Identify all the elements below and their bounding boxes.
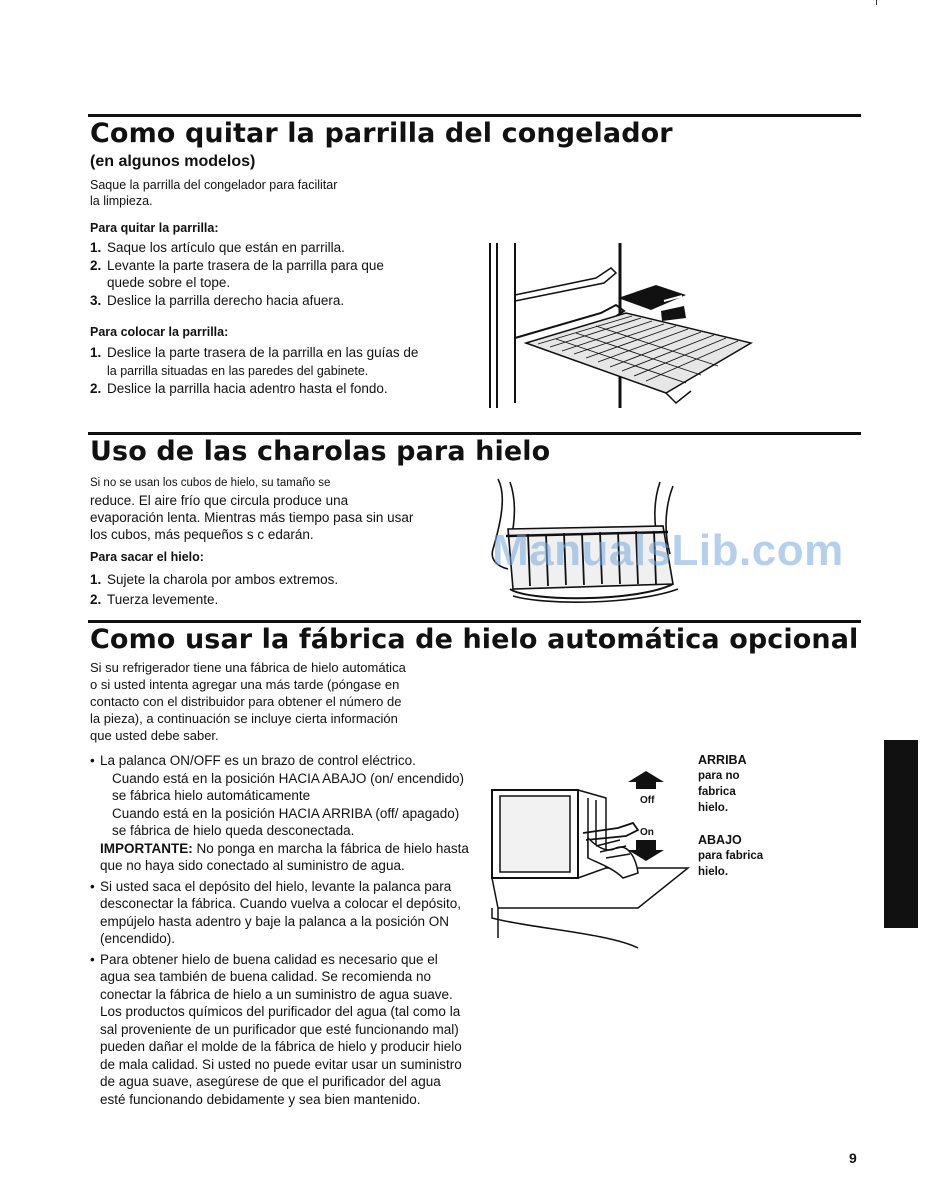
list-item [90, 570, 470, 590]
step-text: Levante la parte trasera de la parrilla para que [107, 257, 384, 273]
ice-maker-bullets [90, 752, 470, 1111]
intro-line: los cubos, más pequeños s c edarán. [90, 527, 314, 542]
step-text: Deslice la parte trasera de la parrilla en las guías de [107, 345, 419, 360]
step-text: Deslice la parrilla derecho hacia afuera. [107, 292, 345, 308]
step-number: 1. [90, 572, 102, 587]
caption-up [698, 752, 747, 816]
page-number: 9 [849, 1150, 857, 1166]
step-number: 2. [90, 381, 102, 396]
step-number: 1. [90, 345, 102, 360]
intro-line: Saque la parrilla del congelador para facilitar [90, 178, 338, 192]
caption-down-line: para fabrica [698, 850, 764, 862]
step-text: Sujete la charola por ambos extremos. [107, 572, 339, 587]
intro-line: reduce. El aire frío que circula produce una [90, 493, 349, 508]
section-rule [88, 114, 861, 117]
ice-maker-intro [90, 659, 480, 744]
off-label: Off [640, 795, 655, 806]
intro-line: Si no se usan los cubos de hielo, su tamaño se [90, 477, 331, 489]
bullet-text: Para obtener hielo de buena calidad es necesario que el agua sea también de buena calidad. Se recomienda no conectar la fábrica de hielo a un suministro de agua suave. Los productos químicos del purificador del agua (tal como la sal proveniente de un purificador que esté funcionando mal) pueden dañar el molde de la fábrica de hielo y producir hielo de mala calidad. Si usted no puede evitar usar un suministro de agua suave, asegúrese de que el purificador del agua esté funcionando debidamente y sea bien mantenido. [100, 951, 462, 1107]
important-text: No ponga en marcha la fábrica de hielo hasta que no haya sido conectado al suministro de agua. [100, 840, 469, 873]
list-item [90, 590, 470, 610]
bullet-subtext: Cuando está en la posición HACIA ABAJO (on/ encendido) se fábrica hielo automáticamente [112, 770, 464, 803]
step-text: Deslice la parrilla hacia adentro hasta el fondo. [107, 381, 388, 396]
step-number: 2. [90, 257, 102, 273]
step-text: la parrilla situadas en las paredes del gabinete. [107, 363, 369, 378]
step-text: quede sobre el tope. [107, 275, 231, 290]
remove-ice-heading: Para sacar el hielo: [90, 550, 204, 564]
remove-shelf-heading: Para quitar la parrilla: [90, 221, 219, 235]
remove-ice-steps [90, 570, 470, 610]
install-shelf-heading: Para colocar la parrilla: [90, 325, 229, 339]
important-label: IMPORTANTE: [100, 840, 193, 856]
corner-tick [876, 0, 877, 5]
section-title-ice-trays: Uso de las charolas para hielo [90, 436, 551, 467]
bullet-text: La palanca ON/OFF es un brazo de control eléctrico. [100, 753, 416, 768]
section-rule [88, 620, 861, 623]
section-title-ice-maker: Como usar la fábrica de hielo automática opcional [90, 624, 859, 655]
list-item [90, 878, 470, 948]
step-number: 1. [90, 240, 102, 255]
section-rule [88, 432, 861, 435]
ice-trays-intro [90, 473, 480, 543]
section-title-freezer-shelf: Como quitar la parrilla del congelador [90, 118, 673, 149]
intro-line: Si su refrigerador tiene una fábrica de hielo automática [90, 660, 406, 675]
list-item [90, 951, 470, 1109]
step-text: Tuerza levemente. [107, 592, 219, 607]
step-number: 3. [90, 292, 102, 308]
section-subtitle: (en algunos modelos) [90, 153, 256, 170]
caption-down-line: hielo. [698, 866, 729, 878]
step-text: Saque los artículo que están en parrilla. [107, 240, 345, 255]
section-tab-marker [884, 740, 918, 928]
bullet-text: Si usted saca el depósito del hielo, levante la palanca para desconectar la fábrica. Cuando vuelva a colocar el depósito, empújelo hasta adentro y baje la palanca a la posición ON (encendido). [100, 878, 461, 946]
important-note [100, 840, 470, 875]
step-number: 2. [90, 592, 102, 607]
intro-line: contacto con el distribuidor para obtener el número de [90, 694, 402, 709]
freezer-shelf-illustration [486, 243, 761, 411]
intro-line: evaporación lenta. Mientras más tiempo pasa sin usar [90, 510, 414, 525]
caption-down-title: ABAJO [698, 833, 742, 847]
install-shelf-steps [90, 344, 480, 398]
caption-up-title: ARRIBA [698, 753, 747, 767]
list-item [90, 344, 480, 380]
ice-maker-illustration [488, 768, 698, 950]
intro-line: la limpieza. [90, 194, 153, 208]
list-item [90, 239, 475, 257]
intro-line: la pieza), a continuación se incluye cierta información [90, 711, 398, 726]
remove-shelf-steps [90, 239, 475, 309]
on-label: On [640, 827, 654, 838]
list-item [90, 752, 470, 875]
list-item [90, 292, 475, 310]
intro-text [90, 177, 337, 209]
list-item [90, 257, 475, 292]
watermark: ManualsLib.com [492, 526, 844, 575]
caption-down [698, 832, 763, 880]
intro-line: que usted debe saber. [90, 728, 219, 743]
caption-up-line: hielo. [698, 802, 729, 814]
caption-up-line: fabrica [698, 786, 736, 798]
intro-line: o si usted intenta agregar una más tarde (póngase en [90, 677, 400, 692]
bullet-subtext: Cuando está en la posición HACIA ARRIBA (off/ apagado) se fábrica de hielo queda desconectada. [112, 805, 460, 838]
caption-up-line: para no [698, 770, 740, 782]
list-item [90, 380, 480, 398]
